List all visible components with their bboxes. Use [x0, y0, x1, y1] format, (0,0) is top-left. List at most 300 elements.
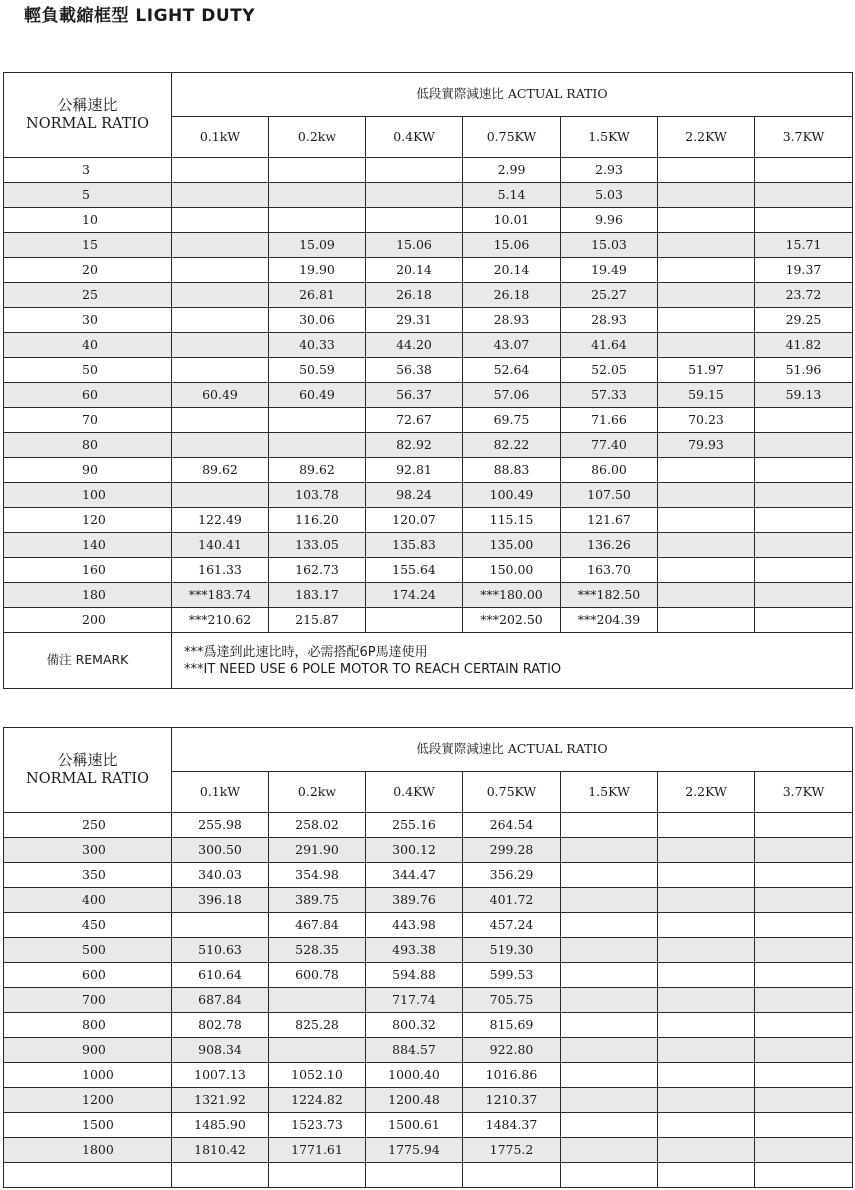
actual-ratio-cell	[658, 283, 755, 308]
actual-ratio-cell	[269, 208, 366, 233]
actual-ratio-cell: 51.97	[658, 358, 755, 383]
remark-line-zh: ***爲達到此速比時，必需搭配6P馬達使用	[184, 644, 428, 660]
actual-ratio-cell: 922.80	[463, 1038, 561, 1063]
actual-ratio-cell: 26.18	[366, 283, 463, 308]
actual-ratio-cell: 687.84	[172, 988, 269, 1013]
actual-ratio-cell: 10.01	[463, 208, 561, 233]
actual-ratio-cell	[658, 863, 755, 888]
normal-ratio-header	[4, 728, 172, 813]
actual-ratio-cell: 717.74	[366, 988, 463, 1013]
actual-ratio-cell: 15.71	[755, 233, 853, 258]
actual-ratio-cell: 79.93	[658, 433, 755, 458]
actual-ratio-cell	[561, 888, 658, 913]
actual-ratio-cell	[172, 283, 269, 308]
actual-ratio-cell	[658, 208, 755, 233]
actual-ratio-cell: 121.67	[561, 508, 658, 533]
actual-ratio-cell: 60.49	[269, 383, 366, 408]
table-row	[4, 408, 853, 433]
actual-ratio-cell	[172, 1163, 269, 1188]
actual-ratio-cell	[658, 1088, 755, 1113]
normal-ratio-cell	[4, 1163, 172, 1188]
table-row	[4, 208, 853, 233]
actual-ratio-cell	[561, 1113, 658, 1138]
actual-ratio-cell	[658, 938, 755, 963]
remark-row	[4, 633, 853, 689]
actual-ratio-cell	[658, 813, 755, 838]
normal-ratio-cell: 700	[4, 988, 172, 1013]
normal-ratio-header-zh: 公稱速比	[57, 96, 118, 115]
normal-ratio-cell: 140	[4, 533, 172, 558]
actual-ratio-cell	[658, 258, 755, 283]
normal-ratio-header-en: NORMAL RATIO	[26, 771, 149, 788]
actual-ratio-cell: 815.69	[463, 1013, 561, 1038]
actual-ratio-cell	[561, 963, 658, 988]
actual-ratio-cell	[755, 1138, 853, 1163]
actual-ratio-cell: 300.50	[172, 838, 269, 863]
normal-ratio-cell: 250	[4, 813, 172, 838]
actual-ratio-cell	[172, 483, 269, 508]
actual-ratio-cell: ***180.00	[463, 583, 561, 608]
actual-ratio-cell: ***204.39	[561, 608, 658, 633]
actual-ratio-cell	[755, 1038, 853, 1063]
actual-ratio-cell	[755, 938, 853, 963]
actual-ratio-cell: 40.33	[269, 333, 366, 358]
actual-ratio-cell: 2.93	[561, 158, 658, 183]
normal-ratio-header-en: NORMAL RATIO	[26, 116, 149, 133]
actual-ratio-cell	[755, 1163, 853, 1188]
actual-ratio-header-en: ACTUAL RATIO	[507, 86, 608, 102]
actual-ratio-cell: 705.75	[463, 988, 561, 1013]
actual-ratio-header	[172, 73, 853, 117]
actual-ratio-cell: 19.49	[561, 258, 658, 283]
actual-ratio-cell: 389.76	[366, 888, 463, 913]
actual-ratio-cell	[658, 608, 755, 633]
actual-ratio-cell	[658, 558, 755, 583]
actual-ratio-cell: 50.59	[269, 358, 366, 383]
actual-ratio-cell: 28.93	[463, 308, 561, 333]
table-row	[4, 333, 853, 358]
actual-ratio-cell: 264.54	[463, 813, 561, 838]
actual-ratio-cell	[658, 458, 755, 483]
actual-ratio-cell	[463, 1163, 561, 1188]
actual-ratio-cell	[658, 963, 755, 988]
actual-ratio-cell	[269, 988, 366, 1013]
actual-ratio-cell: 255.98	[172, 813, 269, 838]
actual-ratio-cell: 1810.42	[172, 1138, 269, 1163]
normal-ratio-cell: 500	[4, 938, 172, 963]
table-row	[4, 183, 853, 208]
actual-ratio-cell	[755, 1113, 853, 1138]
normal-ratio-cell: 40	[4, 333, 172, 358]
actual-ratio-cell	[658, 1063, 755, 1088]
table-row	[4, 813, 853, 838]
actual-ratio-cell: 255.16	[366, 813, 463, 838]
actual-ratio-cell: 161.33	[172, 558, 269, 583]
actual-ratio-cell	[172, 258, 269, 283]
actual-ratio-cell	[561, 838, 658, 863]
actual-ratio-cell: 163.70	[561, 558, 658, 583]
actual-ratio-cell: 354.98	[269, 863, 366, 888]
actual-ratio-cell: 825.28	[269, 1013, 366, 1038]
table-row	[4, 1163, 853, 1188]
table-row	[4, 1088, 853, 1113]
actual-ratio-cell	[755, 408, 853, 433]
power-header: 0.2kw	[269, 117, 366, 158]
normal-ratio-cell: 400	[4, 888, 172, 913]
actual-ratio-cell	[755, 208, 853, 233]
actual-ratio-cell	[561, 938, 658, 963]
actual-ratio-header-zh: 低段實際減速比	[416, 86, 504, 102]
actual-ratio-cell: 162.73	[269, 558, 366, 583]
power-header: 0.2kw	[269, 772, 366, 813]
actual-ratio-cell: 136.26	[561, 533, 658, 558]
actual-ratio-cell	[172, 913, 269, 938]
power-header: 1.5KW	[561, 772, 658, 813]
normal-ratio-cell: 180	[4, 583, 172, 608]
actual-ratio-cell: 802.78	[172, 1013, 269, 1038]
actual-ratio-cell	[658, 233, 755, 258]
actual-ratio-cell: 41.64	[561, 333, 658, 358]
actual-ratio-cell	[658, 158, 755, 183]
actual-ratio-cell	[366, 158, 463, 183]
actual-ratio-cell	[755, 1013, 853, 1038]
actual-ratio-cell: 100.49	[463, 483, 561, 508]
actual-ratio-cell	[755, 183, 853, 208]
actual-ratio-cell: 155.64	[366, 558, 463, 583]
actual-ratio-cell	[366, 1163, 463, 1188]
actual-ratio-cell	[561, 1013, 658, 1038]
normal-ratio-header	[4, 73, 172, 158]
actual-ratio-cell: 103.78	[269, 483, 366, 508]
actual-ratio-cell: 82.22	[463, 433, 561, 458]
normal-ratio-cell: 900	[4, 1038, 172, 1063]
normal-ratio-cell: 10	[4, 208, 172, 233]
actual-ratio-cell: ***183.74	[172, 583, 269, 608]
normal-ratio-cell: 3	[4, 158, 172, 183]
actual-ratio-cell	[172, 358, 269, 383]
actual-ratio-cell: 69.75	[463, 408, 561, 433]
actual-ratio-cell	[561, 863, 658, 888]
actual-ratio-cell: 15.03	[561, 233, 658, 258]
table-row	[4, 1113, 853, 1138]
table-row	[4, 283, 853, 308]
actual-ratio-cell: 174.24	[366, 583, 463, 608]
power-header: 0.75KW	[463, 117, 561, 158]
actual-ratio-cell	[755, 158, 853, 183]
actual-ratio-cell: 5.03	[561, 183, 658, 208]
page-title: 輕負載縮框型 LIGHT DUTY	[24, 6, 256, 26]
actual-ratio-cell	[658, 1013, 755, 1038]
actual-ratio-cell	[561, 913, 658, 938]
actual-ratio-cell: 140.41	[172, 533, 269, 558]
actual-ratio-cell	[172, 333, 269, 358]
actual-ratio-cell: 20.14	[366, 258, 463, 283]
actual-ratio-cell: 52.64	[463, 358, 561, 383]
actual-ratio-cell: 30.06	[269, 308, 366, 333]
actual-ratio-cell	[269, 158, 366, 183]
actual-ratio-cell: 457.24	[463, 913, 561, 938]
table-row	[4, 558, 853, 583]
actual-ratio-cell: 396.18	[172, 888, 269, 913]
actual-ratio-cell: 116.20	[269, 508, 366, 533]
actual-ratio-cell: 258.02	[269, 813, 366, 838]
light-duty-ratio-table-1	[3, 72, 853, 689]
actual-ratio-cell	[658, 1113, 755, 1138]
actual-ratio-cell	[172, 408, 269, 433]
actual-ratio-cell: 51.96	[755, 358, 853, 383]
table-row	[4, 888, 853, 913]
actual-ratio-cell: 1210.37	[463, 1088, 561, 1113]
actual-ratio-cell	[269, 408, 366, 433]
normal-ratio-cell: 600	[4, 963, 172, 988]
actual-ratio-cell: 356.29	[463, 863, 561, 888]
actual-ratio-cell	[658, 838, 755, 863]
table-row	[4, 1063, 853, 1088]
actual-ratio-cell: 86.00	[561, 458, 658, 483]
table-row	[4, 863, 853, 888]
power-header: 0.1kW	[172, 772, 269, 813]
actual-ratio-cell: 44.20	[366, 333, 463, 358]
table-row	[4, 608, 853, 633]
actual-ratio-cell: 1523.73	[269, 1113, 366, 1138]
actual-ratio-cell: 25.27	[561, 283, 658, 308]
actual-ratio-cell: 43.07	[463, 333, 561, 358]
normal-ratio-cell: 1000	[4, 1063, 172, 1088]
actual-ratio-cell	[561, 1138, 658, 1163]
normal-ratio-cell: 5	[4, 183, 172, 208]
actual-ratio-cell: 1500.61	[366, 1113, 463, 1138]
actual-ratio-cell: 467.84	[269, 913, 366, 938]
actual-ratio-cell: 135.83	[366, 533, 463, 558]
actual-ratio-cell	[755, 483, 853, 508]
actual-ratio-cell	[755, 583, 853, 608]
normal-ratio-cell: 100	[4, 483, 172, 508]
normal-ratio-cell: 300	[4, 838, 172, 863]
actual-ratio-cell: ***202.50	[463, 608, 561, 633]
actual-ratio-cell	[658, 333, 755, 358]
actual-ratio-cell	[269, 1038, 366, 1063]
actual-ratio-cell: 5.14	[463, 183, 561, 208]
power-header: 1.5KW	[561, 117, 658, 158]
table-row	[4, 938, 853, 963]
actual-ratio-cell	[269, 433, 366, 458]
actual-ratio-cell: 510.63	[172, 938, 269, 963]
actual-ratio-cell: 300.12	[366, 838, 463, 863]
actual-ratio-cell: 26.81	[269, 283, 366, 308]
actual-ratio-cell: 389.75	[269, 888, 366, 913]
actual-ratio-cell: 599.53	[463, 963, 561, 988]
actual-ratio-cell: 88.83	[463, 458, 561, 483]
normal-ratio-cell: 70	[4, 408, 172, 433]
actual-ratio-cell: 29.25	[755, 308, 853, 333]
actual-ratio-cell: 800.32	[366, 1013, 463, 1038]
actual-ratio-cell: 908.34	[172, 1038, 269, 1063]
actual-ratio-cell	[561, 1163, 658, 1188]
actual-ratio-cell	[658, 913, 755, 938]
actual-ratio-cell: 59.13	[755, 383, 853, 408]
normal-ratio-cell: 90	[4, 458, 172, 483]
actual-ratio-header	[172, 728, 853, 772]
table-row	[4, 383, 853, 408]
actual-ratio-cell: 600.78	[269, 963, 366, 988]
actual-ratio-cell	[172, 433, 269, 458]
table-row	[4, 913, 853, 938]
actual-ratio-cell: 884.57	[366, 1038, 463, 1063]
actual-ratio-cell: 120.07	[366, 508, 463, 533]
table-row	[4, 583, 853, 608]
power-header: 0.1kW	[172, 117, 269, 158]
normal-ratio-cell: 450	[4, 913, 172, 938]
actual-ratio-cell	[755, 913, 853, 938]
remark-line-en: ***IT NEED USE 6 POLE MOTOR TO REACH CERTAIN RATIO	[184, 661, 562, 677]
actual-ratio-cell	[658, 183, 755, 208]
actual-ratio-cell	[366, 608, 463, 633]
power-header: 0.4KW	[366, 117, 463, 158]
actual-ratio-cell	[755, 533, 853, 558]
table-row	[4, 1013, 853, 1038]
actual-ratio-cell	[755, 608, 853, 633]
actual-ratio-cell	[172, 208, 269, 233]
table-row	[4, 1038, 853, 1063]
actual-ratio-cell: 183.17	[269, 583, 366, 608]
table-row	[4, 358, 853, 383]
actual-ratio-cell	[172, 183, 269, 208]
actual-ratio-cell: 60.49	[172, 383, 269, 408]
actual-ratio-cell: 41.82	[755, 333, 853, 358]
table-row	[4, 458, 853, 483]
actual-ratio-cell	[561, 1063, 658, 1088]
actual-ratio-cell: 98.24	[366, 483, 463, 508]
actual-ratio-cell: 340.03	[172, 863, 269, 888]
normal-ratio-cell: 120	[4, 508, 172, 533]
actual-ratio-cell	[561, 1038, 658, 1063]
actual-ratio-cell	[658, 583, 755, 608]
power-header: 0.4KW	[366, 772, 463, 813]
actual-ratio-cell	[658, 508, 755, 533]
actual-ratio-header-zh: 低段實際減速比	[416, 741, 504, 757]
actual-ratio-cell	[658, 1038, 755, 1063]
actual-ratio-cell	[755, 558, 853, 583]
table-row	[4, 158, 853, 183]
actual-ratio-cell	[755, 1063, 853, 1088]
actual-ratio-cell: 15.09	[269, 233, 366, 258]
actual-ratio-cell	[561, 988, 658, 1013]
actual-ratio-header-en: ACTUAL RATIO	[507, 741, 608, 757]
actual-ratio-cell	[658, 888, 755, 913]
actual-ratio-cell: 1775.94	[366, 1138, 463, 1163]
actual-ratio-cell: ***210.62	[172, 608, 269, 633]
actual-ratio-cell: ***182.50	[561, 583, 658, 608]
actual-ratio-cell: 115.15	[463, 508, 561, 533]
actual-ratio-cell: 594.88	[366, 963, 463, 988]
actual-ratio-cell: 89.62	[269, 458, 366, 483]
actual-ratio-cell: 82.92	[366, 433, 463, 458]
actual-ratio-cell: 150.00	[463, 558, 561, 583]
actual-ratio-cell	[269, 183, 366, 208]
table-row	[4, 838, 853, 863]
actual-ratio-cell	[755, 888, 853, 913]
actual-ratio-cell: 57.33	[561, 383, 658, 408]
remark-text	[172, 633, 853, 689]
actual-ratio-cell	[755, 813, 853, 838]
actual-ratio-cell: 122.49	[172, 508, 269, 533]
normal-ratio-cell: 50	[4, 358, 172, 383]
actual-ratio-cell	[172, 158, 269, 183]
normal-ratio-cell: 1200	[4, 1088, 172, 1113]
actual-ratio-cell: 57.06	[463, 383, 561, 408]
actual-ratio-cell	[172, 308, 269, 333]
actual-ratio-cell: 528.35	[269, 938, 366, 963]
actual-ratio-cell: 71.66	[561, 408, 658, 433]
actual-ratio-cell: 135.00	[463, 533, 561, 558]
table-row	[4, 1138, 853, 1163]
actual-ratio-cell: 52.05	[561, 358, 658, 383]
actual-ratio-cell	[658, 533, 755, 558]
actual-ratio-cell: 1224.82	[269, 1088, 366, 1113]
actual-ratio-cell: 1000.40	[366, 1063, 463, 1088]
table-row	[4, 483, 853, 508]
normal-ratio-cell: 15	[4, 233, 172, 258]
actual-ratio-cell: 1484.37	[463, 1113, 561, 1138]
actual-ratio-cell: 92.81	[366, 458, 463, 483]
actual-ratio-cell: 291.90	[269, 838, 366, 863]
actual-ratio-cell	[755, 863, 853, 888]
normal-ratio-cell: 800	[4, 1013, 172, 1038]
actual-ratio-cell: 70.23	[658, 408, 755, 433]
actual-ratio-cell: 19.90	[269, 258, 366, 283]
normal-ratio-cell: 80	[4, 433, 172, 458]
actual-ratio-cell: 519.30	[463, 938, 561, 963]
table-row	[4, 308, 853, 333]
normal-ratio-cell: 350	[4, 863, 172, 888]
actual-ratio-cell: 15.06	[463, 233, 561, 258]
actual-ratio-cell: 59.15	[658, 383, 755, 408]
actual-ratio-cell	[755, 1088, 853, 1113]
actual-ratio-cell: 26.18	[463, 283, 561, 308]
actual-ratio-cell: 19.37	[755, 258, 853, 283]
power-header: 2.2KW	[658, 772, 755, 813]
actual-ratio-cell	[658, 308, 755, 333]
actual-ratio-cell: 1007.13	[172, 1063, 269, 1088]
actual-ratio-cell	[755, 838, 853, 863]
actual-ratio-cell: 1016.86	[463, 1063, 561, 1088]
actual-ratio-cell	[755, 988, 853, 1013]
normal-ratio-cell: 1800	[4, 1138, 172, 1163]
actual-ratio-cell: 493.38	[366, 938, 463, 963]
normal-ratio-cell: 30	[4, 308, 172, 333]
light-duty-ratio-table-2	[3, 727, 853, 1188]
actual-ratio-cell: 1771.61	[269, 1138, 366, 1163]
actual-ratio-cell	[755, 433, 853, 458]
normal-ratio-cell: 200	[4, 608, 172, 633]
actual-ratio-cell: 299.28	[463, 838, 561, 863]
table-row	[4, 533, 853, 558]
actual-ratio-cell: 1200.48	[366, 1088, 463, 1113]
actual-ratio-cell: 89.62	[172, 458, 269, 483]
actual-ratio-cell: 344.47	[366, 863, 463, 888]
actual-ratio-cell: 56.37	[366, 383, 463, 408]
normal-ratio-cell: 1500	[4, 1113, 172, 1138]
actual-ratio-cell: 133.05	[269, 533, 366, 558]
power-header: 0.75KW	[463, 772, 561, 813]
actual-ratio-cell	[755, 963, 853, 988]
actual-ratio-cell: 107.50	[561, 483, 658, 508]
actual-ratio-cell: 20.14	[463, 258, 561, 283]
actual-ratio-cell: 15.06	[366, 233, 463, 258]
actual-ratio-cell	[658, 1163, 755, 1188]
actual-ratio-cell	[755, 508, 853, 533]
normal-ratio-cell: 60	[4, 383, 172, 408]
